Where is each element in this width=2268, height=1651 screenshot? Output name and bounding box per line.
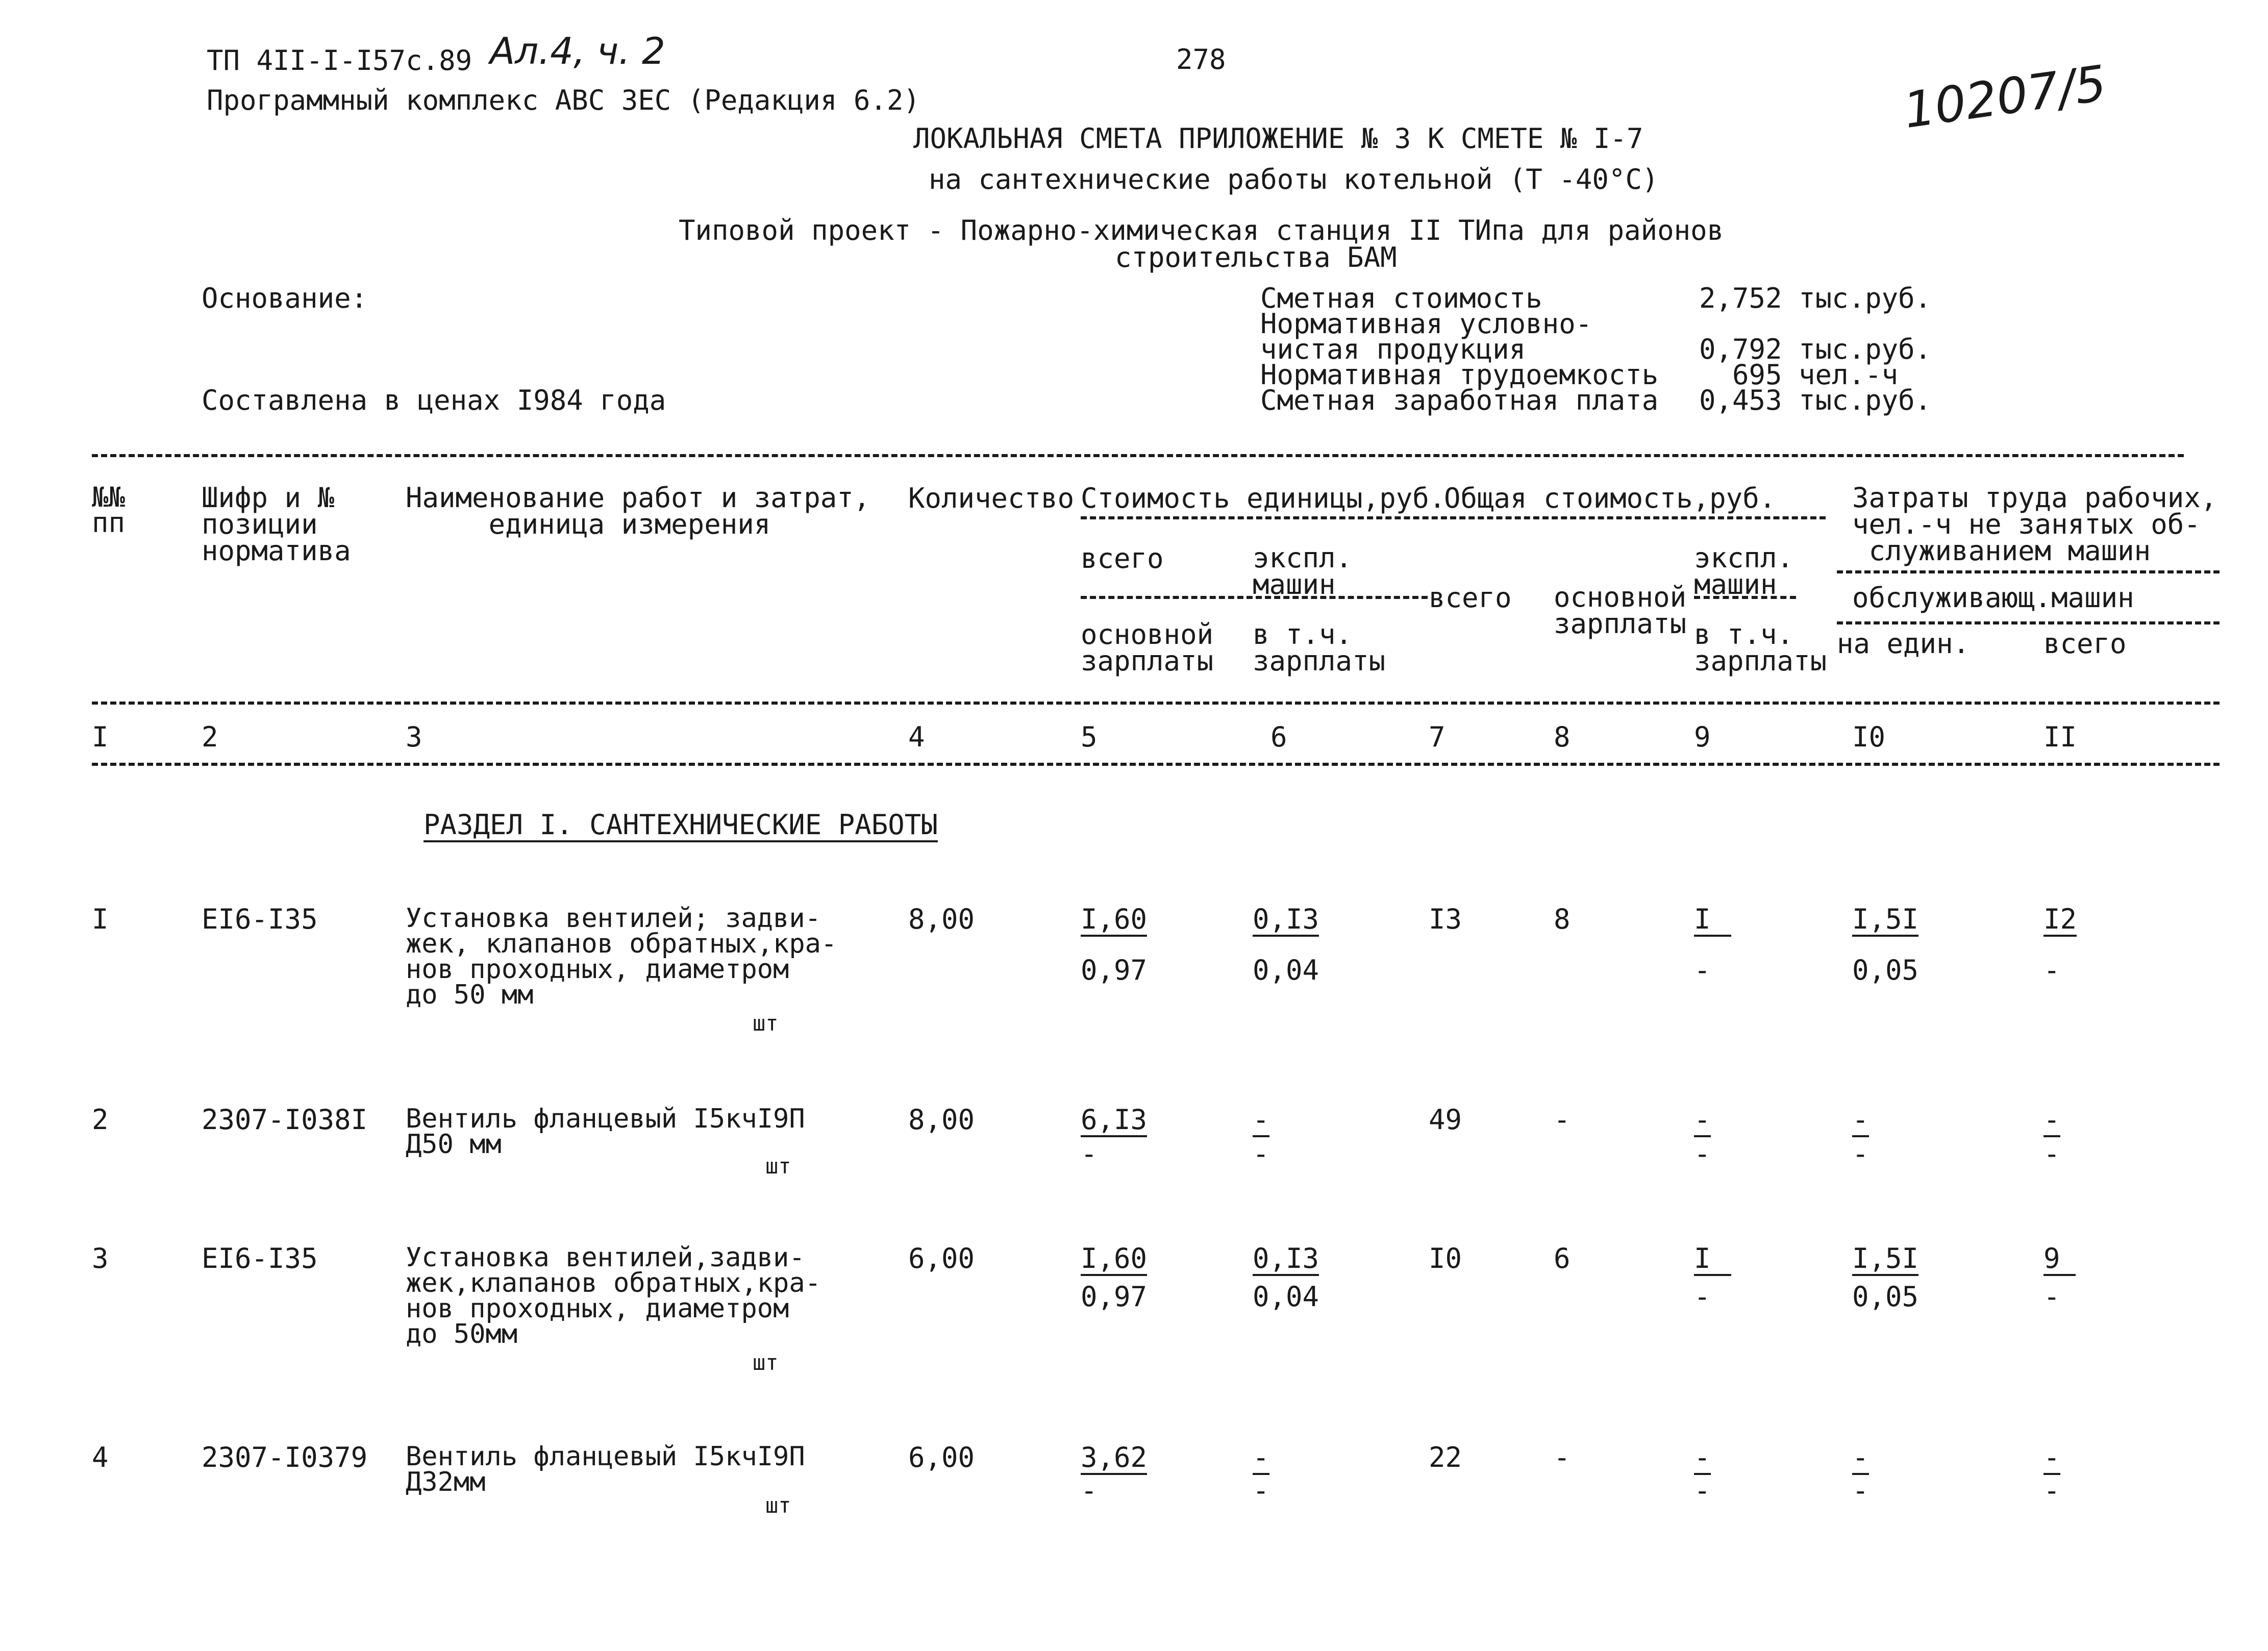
row-unit-total: 6,I3 <box>1081 1106 1147 1137</box>
row-labor-per-unit: I,5I <box>1852 1245 1918 1276</box>
basis-label: Основание: <box>202 282 368 314</box>
row-total-machines-salary: - <box>1694 1138 1711 1170</box>
col-header-name: Наименование работ и затрат, единица измерения <box>406 482 870 540</box>
row-total-salary: 6 <box>1554 1242 1571 1274</box>
col-num-2: 2 <box>202 721 218 753</box>
row-total-machines-salary: - <box>1694 1281 1711 1313</box>
row-total-salary: - <box>1554 1441 1571 1473</box>
row-unit-total: I,60 <box>1081 906 1147 937</box>
row-unit-machines: 0,I3 <box>1253 1245 1319 1276</box>
header-cost-rule <box>1081 516 1826 519</box>
row-labor-total-service: - <box>2043 1474 2060 1507</box>
row-name: Вентиль фланцевый I5кчI9П Д50 мм <box>406 1104 805 1160</box>
row-unit: шт <box>765 1493 791 1518</box>
row-total-salary: - <box>1554 1104 1571 1136</box>
document-code: ТП 4II-I-I57с.89 <box>207 44 472 77</box>
row-quantity: 6,00 <box>908 1441 975 1473</box>
row-unit-machines: - <box>1253 1106 1269 1137</box>
row-quantity: 6,00 <box>908 1242 975 1274</box>
col-num-5: 5 <box>1081 721 1098 753</box>
net-label-2: чистая продукция <box>1260 333 1526 365</box>
row-labor-per-unit-service: - <box>1852 1474 1869 1507</box>
sub-header-base-salary: основной зарплаты <box>1081 618 1214 677</box>
program-line: Программный комплекс АВС 3ЕС (Редакция 6.2) <box>207 84 920 116</box>
col-num-11: II <box>2043 721 2077 753</box>
row-code: ЕI6-I35 <box>202 903 318 935</box>
header-top-rule <box>92 454 2184 457</box>
row-unit-salary: - <box>1081 1474 1098 1507</box>
row-unit-salary: 0,97 <box>1081 1281 1148 1313</box>
row-unit-salary: - <box>1081 1138 1098 1170</box>
col-num-3: 3 <box>406 721 422 753</box>
row-unit-total: I,60 <box>1081 1245 1147 1276</box>
header-labor-rule <box>1837 570 2220 573</box>
row-labor-per-unit-service: 0,05 <box>1852 954 1919 986</box>
sub-header-total-11: всего <box>2043 628 2127 660</box>
sub-header-machines: экспл. машин <box>1253 542 1353 601</box>
section-title: РАЗДЕЛ I. САНТЕХНИЧЕСКИЕ РАБОТЫ <box>423 811 938 842</box>
col-num-8: 8 <box>1554 721 1571 753</box>
row-total: I3 <box>1429 903 1462 935</box>
salary-label: Сметная заработная плата <box>1260 384 1659 416</box>
col-num-4: 4 <box>908 721 925 753</box>
col-header-total-cost: Общая стоимость,руб. <box>1444 482 1776 514</box>
row-name: Вентиль фланцевый I5кчI9П Д32мм <box>406 1441 805 1497</box>
labor-value: 695 чел.-ч <box>1732 359 1899 391</box>
row-total-machines-salary: - <box>1694 954 1711 986</box>
net-value: 0,792 тыс.руб. <box>1699 333 1932 365</box>
row-total: 22 <box>1429 1441 1462 1473</box>
net-label-1: Нормативная условно- <box>1260 308 1592 340</box>
row-name: Установка вентилей; задви- жек, клапанов обратных,кра- нов проходных, диаметром до 50 мм <box>406 903 837 1010</box>
sub-header-base-8: основной зарплаты <box>1554 581 1687 640</box>
sub-header-total: всего <box>1081 542 1164 574</box>
header-sub-rule-left <box>1081 596 1428 599</box>
row-number: 2 <box>92 1104 109 1136</box>
col-num-6: 6 <box>1270 721 1287 753</box>
row-total-machines: - <box>1694 1444 1711 1475</box>
row-number: 3 <box>92 1242 109 1274</box>
numbers-bottom-rule <box>92 763 2220 766</box>
row-unit-machines-salary: 0,04 <box>1253 954 1319 986</box>
row-quantity: 8,00 <box>908 903 975 935</box>
col-num-1: I <box>92 721 109 753</box>
page-number: 278 <box>1176 43 1226 76</box>
col-num-7: 7 <box>1429 721 1445 753</box>
col-header-quantity: Количество <box>908 482 1075 514</box>
row-unit-machines: 0,I3 <box>1253 906 1319 937</box>
row-total-machines: I <box>1694 906 1731 937</box>
row-labor-per-unit: I,5I <box>1852 906 1918 937</box>
col-num-9: 9 <box>1694 721 1711 753</box>
row-labor-per-unit: - <box>1852 1444 1869 1475</box>
row-labor-total: - <box>2043 1106 2060 1137</box>
prices-label: Составлена в ценах I984 года <box>202 384 666 416</box>
row-unit-machines-salary: - <box>1253 1474 1269 1507</box>
row-labor-total-service: - <box>2043 954 2060 986</box>
row-total: I0 <box>1429 1242 1462 1274</box>
col-header-unit-cost: Стоимость единицы,руб. <box>1081 482 1446 514</box>
row-labor-total-service: - <box>2043 1281 2060 1313</box>
handwritten-note: Ал.4, ч. 2 <box>490 30 665 72</box>
salary-value: 0,453 тыс.руб. <box>1699 384 1932 416</box>
sub-header-incl-9: в т.ч. зарплаты <box>1694 618 1827 677</box>
col-header-code: Шифр и № позиции норматива <box>202 482 351 567</box>
row-labor-per-unit: - <box>1852 1106 1869 1137</box>
header-bottom-rule <box>92 702 2220 705</box>
row-unit-total: 3,62 <box>1081 1444 1147 1475</box>
row-unit: шт <box>753 1350 779 1375</box>
header-sub-rule-mid <box>1694 596 1796 599</box>
header-service-rule <box>1837 621 2220 624</box>
row-number: 4 <box>92 1441 109 1473</box>
col-header-labor: Затраты труда рабочих, чел.-ч не занятых об- служиванием машин <box>1852 482 2217 567</box>
project-line-2: строительства БАМ <box>1115 241 1397 273</box>
row-code: ЕI6-I35 <box>202 1242 318 1274</box>
row-labor-total: I2 <box>2043 906 2077 937</box>
row-labor-total: 9 <box>2043 1245 2076 1276</box>
row-unit-machines-salary: 0,04 <box>1253 1281 1319 1313</box>
sub-header-per-unit: на един. <box>1837 628 1970 660</box>
handwritten-number: 10207/5 <box>1900 54 2110 140</box>
row-labor-total: - <box>2043 1444 2060 1475</box>
row-labor-per-unit-service: - <box>1852 1138 1869 1170</box>
row-total-machines: I <box>1694 1245 1731 1276</box>
row-total-salary: 8 <box>1554 903 1571 935</box>
row-quantity: 8,00 <box>908 1104 975 1136</box>
document-title: ЛОКАЛЬНАЯ СМЕТА ПРИЛОЖЕНИЕ № 3 К СМЕТЕ № I-7 <box>913 122 1643 155</box>
row-code: 2307-I0379 <box>202 1441 368 1473</box>
sub-header-service: обслуживающ.машин <box>1852 582 2134 614</box>
cost-label: Сметная стоимость <box>1260 282 1542 314</box>
row-unit-salary: 0,97 <box>1081 954 1148 986</box>
row-unit-machines: - <box>1253 1444 1269 1475</box>
sub-header-total-7: всего <box>1429 582 1512 614</box>
labor-label: Нормативная трудоемкость <box>1260 359 1659 391</box>
sub-header-incl-salary: в т.ч. зарплаты <box>1253 618 1386 677</box>
sub-header-machines-9: экспл. машин <box>1694 542 1794 601</box>
row-number: I <box>92 903 109 935</box>
row-code: 2307-I038I <box>202 1104 368 1136</box>
row-labor-total-service: - <box>2043 1138 2060 1170</box>
cost-value: 2,752 тыс.руб. <box>1699 282 1932 314</box>
row-total-machines: - <box>1694 1106 1711 1137</box>
project-line-1: Типовой проект - Пожарно-химическая станция II ТИпа для районов <box>679 214 1724 246</box>
col-num-10: I0 <box>1852 721 1886 753</box>
row-unit-machines-salary: - <box>1253 1138 1269 1170</box>
row-unit: шт <box>753 1011 779 1036</box>
row-total-machines-salary: - <box>1694 1474 1711 1507</box>
row-name: Установка вентилей,задви- жек,клапанов обратных,кра- нов проходных, диаметром до 50мм <box>406 1242 821 1349</box>
row-labor-per-unit-service: 0,05 <box>1852 1281 1919 1313</box>
document-subtitle: на сантехнические работы котельной (Т -40°С) <box>929 163 1659 195</box>
col-header-number: №№ пп <box>92 481 126 539</box>
row-total: 49 <box>1429 1104 1462 1136</box>
row-unit: шт <box>765 1154 791 1179</box>
